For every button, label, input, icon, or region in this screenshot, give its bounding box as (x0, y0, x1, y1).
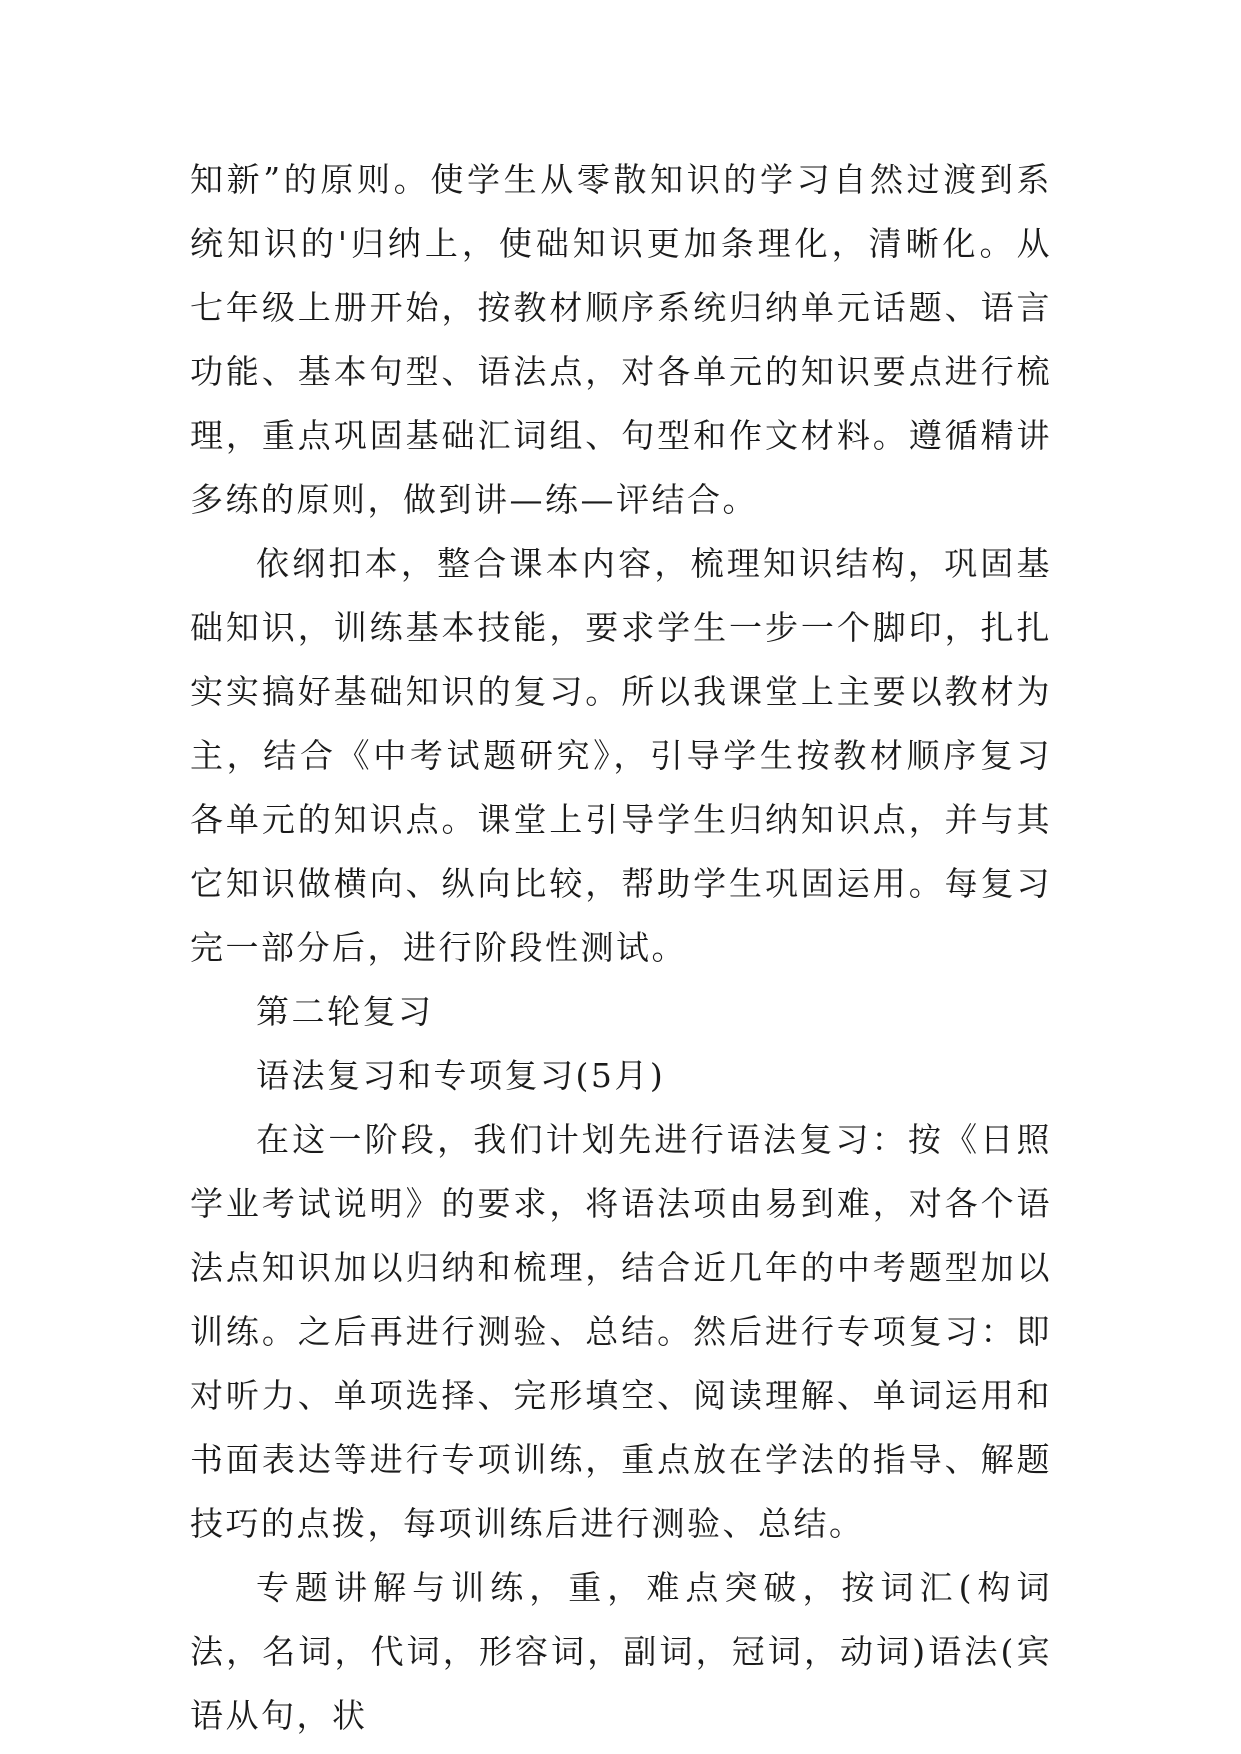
paragraph-grammar-plan: 在这一阶段，我们计划先进行语法复习：按《日照学业考试说明》的要求，将语法项由易到难，对各个语法点知识加以归纳和梳理，结合近几年的中考题型加以训练。之后再进行测验、总结。然后进行专项复习：即对听力、单项选择、完形填空、阅读理解、单词运用和书面表达等进行专项训练，重点放在学法的指导、解题技巧的点拨，每项训练后进行测验、总结。 (190, 1120, 1052, 1543)
section-heading-second-round: 第二轮复习 (256, 992, 434, 1031)
paragraph-continuation: 知新”的原则。使学生从零散知识的学习自然过渡到系统知识的'归纳上，使础知识更加条理化，清晰化。从七年级上册开始，按教材顺序系统归纳单元话题、语言功能、基本句型、语法点，对各单元的知识要点进行梳理，重点巩固基础汇词组、句型和作文材料。遵循精讲多练的原则，做到讲—练—评结合。 (190, 160, 1052, 519)
paragraph-textbook-review: 依纲扣本，整合课本内容，梳理知识结构，巩固基础知识，训练基本技能，要求学生一步一个脚印，扎扎实实搞好基础知识的复习。所以我课堂上主要以教材为主，结合《中考试题研究》，引导学生按教材顺序复习各单元的知识点。课堂上引导学生归纳知识点，并与其它知识做横向、纵向比较，帮助学生巩固运用。每复习完一部分后，进行阶段性测试。 (190, 544, 1052, 967)
paragraph-topic-training: 专题讲解与训练，重，难点突破，按词汇(构词法，名词，代词，形容词，副词，冠词，动词)语法(宾语从句，状 (190, 1568, 1052, 1735)
section-subheading-grammar-review: 语法复习和专项复习(5月) (256, 1056, 666, 1095)
document-body (190, 148, 1052, 1748)
